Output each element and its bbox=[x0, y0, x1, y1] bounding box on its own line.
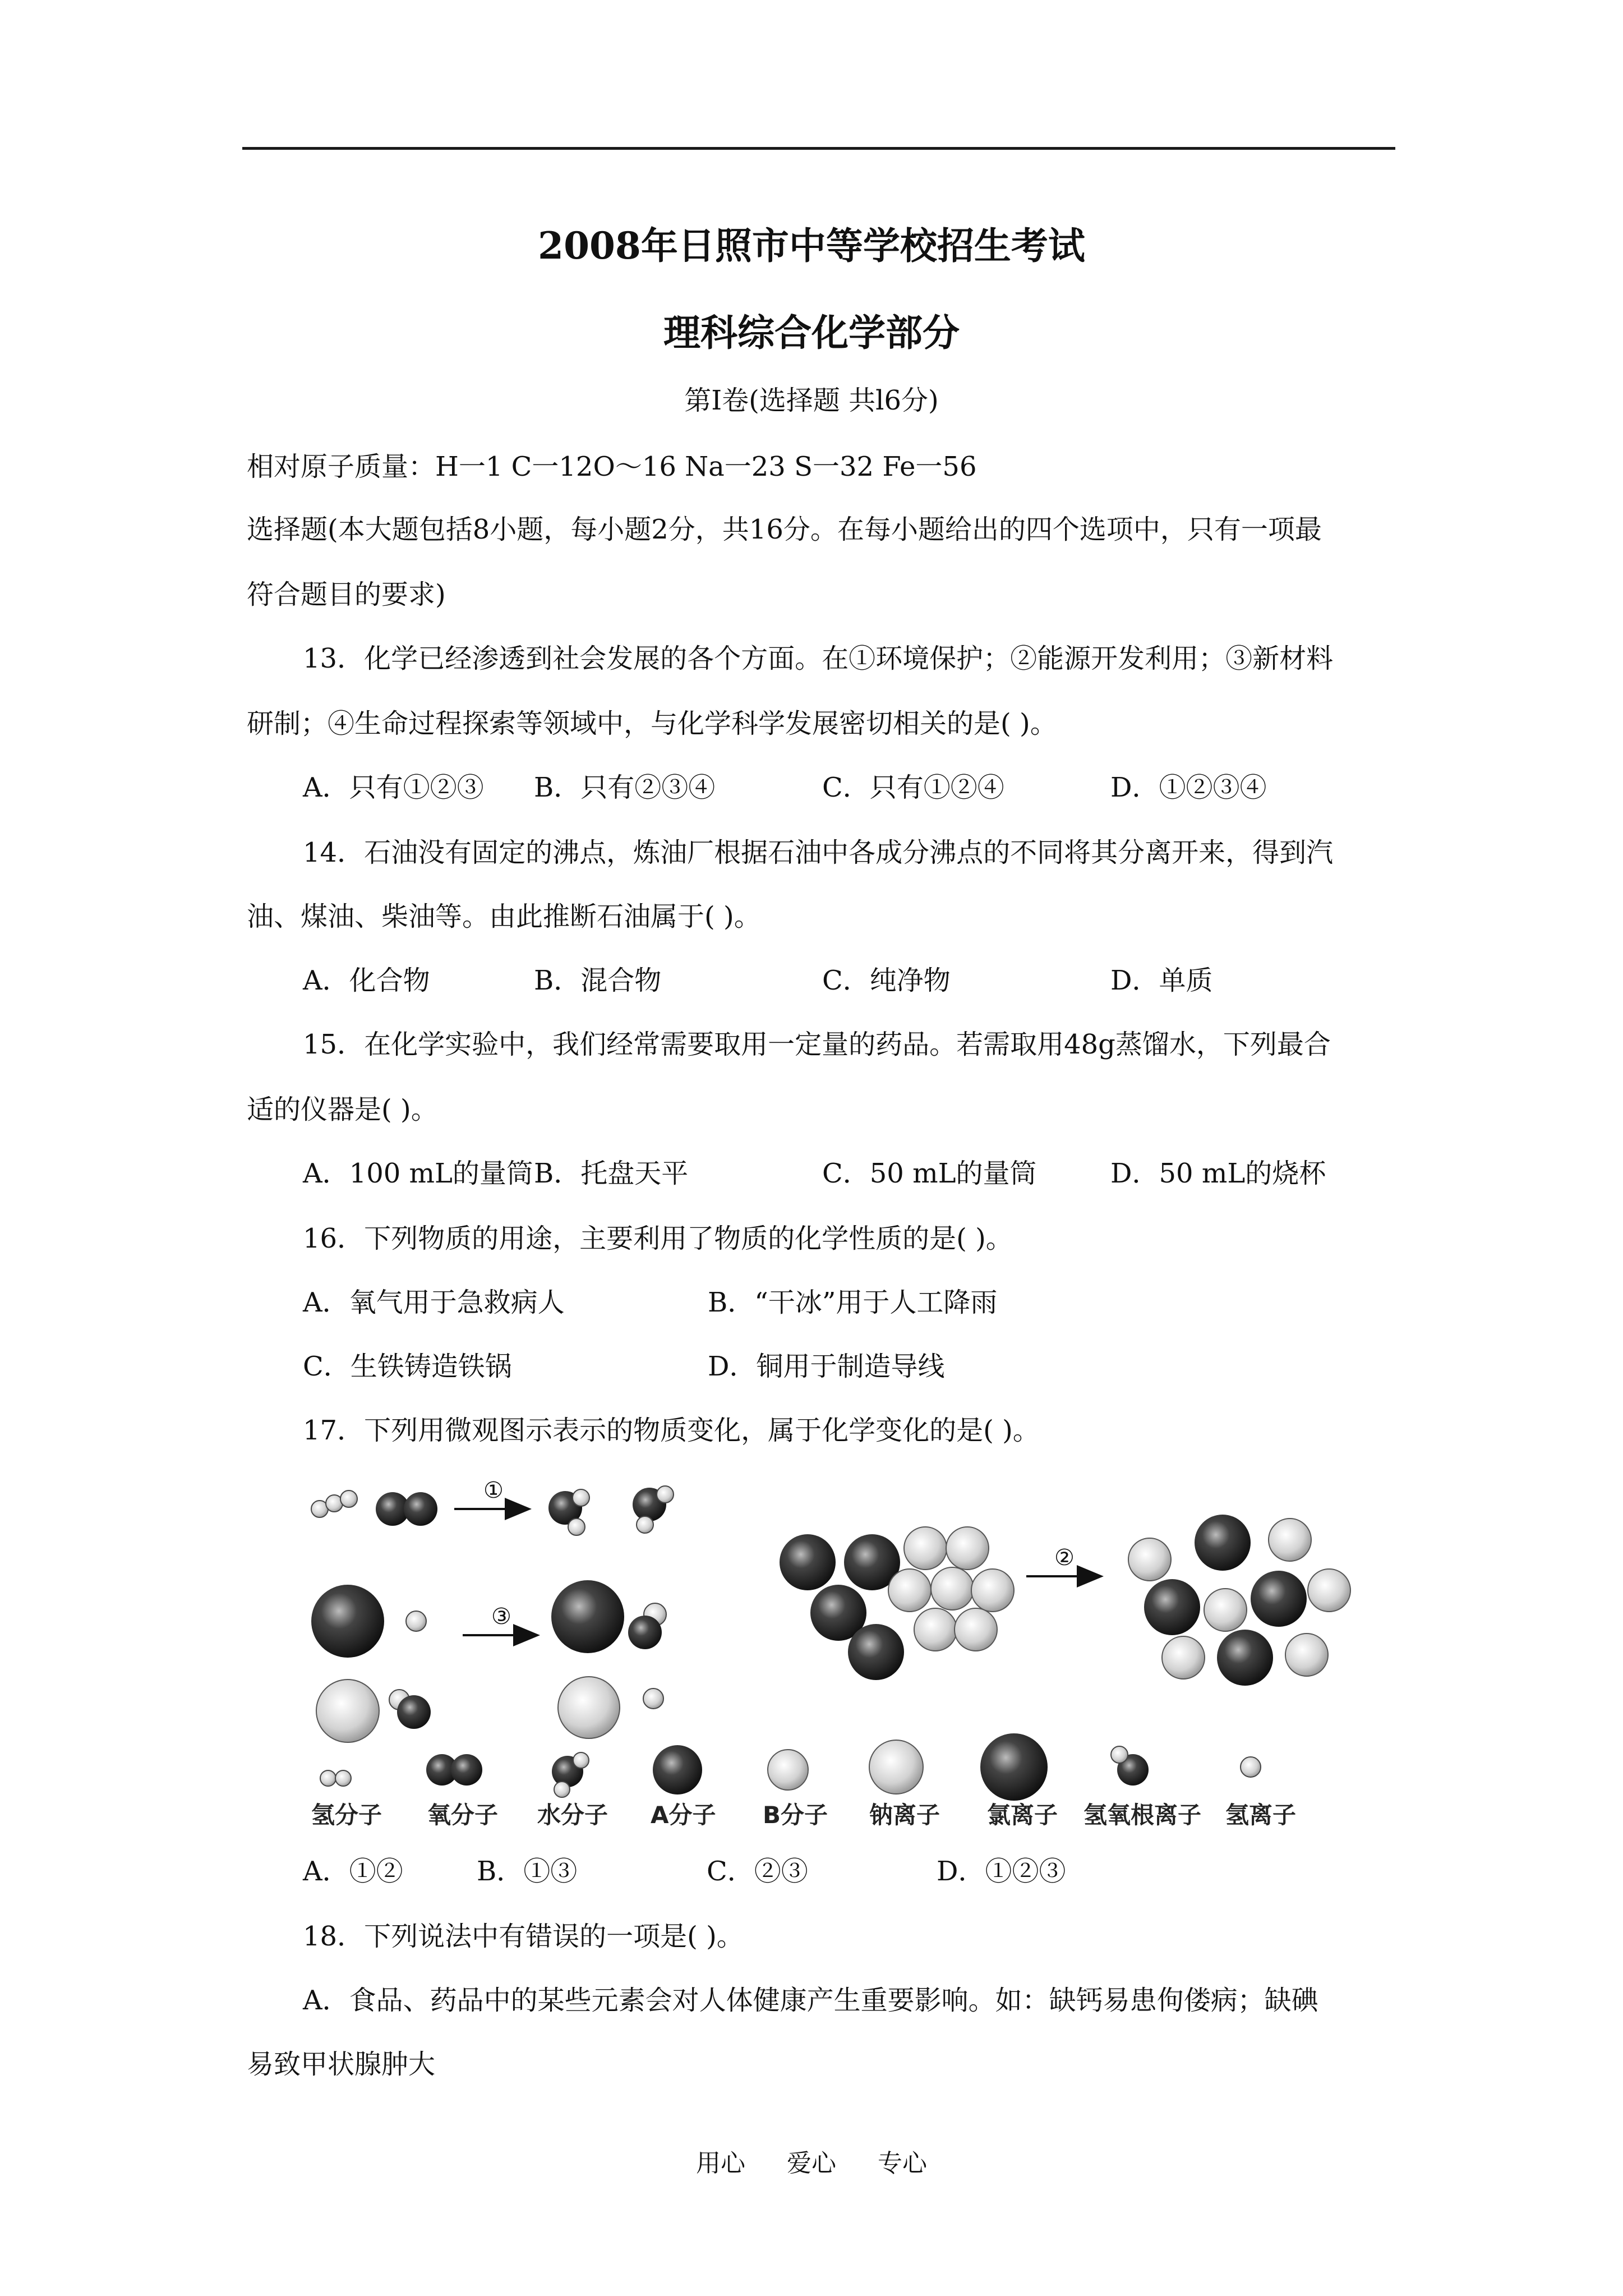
exam-subtitle: 理科综合化学部分 bbox=[663, 311, 960, 355]
legend-sodium-ion: 钠离子 bbox=[869, 1801, 940, 1829]
q13-option-b: B．只有②③④ bbox=[534, 772, 716, 803]
footer-word-2: 爱心 bbox=[787, 2149, 836, 2178]
step-label-3: ③ bbox=[491, 1604, 511, 1630]
q18-option-a-line-1: A．食品、药品中的某些元素会对人体健康产生重要影响。如：缺钙易患佝偻病；缺碘 bbox=[303, 1985, 1318, 2016]
reaction-1 bbox=[311, 1478, 674, 1535]
q17-option-c: C．②③ bbox=[707, 1856, 808, 1887]
q14-option-b: B．混合物 bbox=[534, 965, 662, 996]
q17-option-a: A．①② bbox=[303, 1856, 403, 1887]
footer-word-1: 用心 bbox=[696, 2149, 745, 2178]
q16-option-a: A．氧气用于急救病人 bbox=[303, 1287, 565, 1318]
volume-heading: 第Ⅰ卷(选择题 共l6分) bbox=[684, 385, 939, 416]
q17-option-d: D．①②③ bbox=[937, 1856, 1066, 1887]
q14-option-c: C．纯净物 bbox=[822, 965, 951, 996]
q16-option-d: D．铜用于制造导线 bbox=[708, 1351, 945, 1382]
q15-option-c: C．50 mL的量筒 bbox=[822, 1158, 1037, 1189]
header-rule bbox=[242, 147, 1395, 150]
atomic-masses: 相对原子质量：H一1 C一12O～16 Na一23 S一32 Fe一56 bbox=[247, 451, 977, 482]
q15-stem-line-1: 15．在化学实验中，我们经常需要取用一定量的药品。若需取用48g蒸馏水，下列最合 bbox=[303, 1029, 1331, 1060]
micro-diagram bbox=[303, 1464, 1357, 1846]
footer-word-3: 专心 bbox=[878, 2149, 927, 2178]
q13-stem-line-1: 13．化学已经渗透到社会发展的各个方面。在①环境保护；②能源开发利用；③新材料 bbox=[303, 643, 1334, 674]
step-label-1: ① bbox=[483, 1478, 504, 1503]
q15-option-b: B．托盘天平 bbox=[534, 1158, 689, 1189]
q14-option-a: A．化合物 bbox=[303, 965, 430, 996]
q16-stem: 16．下列物质的用途，主要利用了物质的化学性质的是( )。 bbox=[303, 1223, 1013, 1254]
q15-option-d: D．50 mL的烧杯 bbox=[1110, 1158, 1326, 1189]
legend-chloride-ion: 氯离子 bbox=[987, 1801, 1058, 1829]
q14-stem-line-2: 油、煤油、柴油等。由此推断石油属于( )。 bbox=[247, 901, 761, 932]
q16-option-c: C．生铁铸造铁锅 bbox=[303, 1351, 512, 1382]
q13-option-a: A．只有①②③ bbox=[303, 772, 484, 803]
q18-stem: 18．下列说法中有错误的一项是( )。 bbox=[303, 1921, 744, 1952]
legend bbox=[311, 1733, 1296, 1829]
q13-stem-line-2: 研制；④生命过程探索等领域中，与化学科学发展密切相关的是( )。 bbox=[247, 708, 1057, 739]
q16-option-b: B．“干冰”用于人工降雨 bbox=[708, 1287, 998, 1318]
legend-b-molecule: B分子 bbox=[763, 1801, 828, 1829]
legend-hydrogen-molecule: 氢分子 bbox=[311, 1801, 382, 1829]
legend-hydroxide-ion: 氢氧根离子 bbox=[1083, 1801, 1202, 1829]
legend-water-molecule: 水分子 bbox=[537, 1801, 608, 1829]
step-label-2: ② bbox=[1054, 1545, 1075, 1571]
q17-stem: 17．下列用微观图示表示的物质变化，属于化学变化的是( )。 bbox=[303, 1415, 1040, 1446]
legend-oxygen-molecule: 氧分子 bbox=[427, 1801, 499, 1829]
q13-option-d: D．①②③④ bbox=[1110, 772, 1267, 803]
instructions-line-2: 符合题目的要求) bbox=[247, 579, 446, 610]
page-footer bbox=[0, 2143, 1623, 2179]
q18-option-a-line-2: 易致甲状腺肿大 bbox=[247, 2049, 436, 2080]
q15-option-a: A．100 mL的量筒 bbox=[303, 1158, 533, 1189]
q13-option-c: C．只有①②④ bbox=[822, 772, 1004, 803]
legend-hydrogen-ion: 氢离子 bbox=[1225, 1801, 1297, 1829]
q14-option-d: D．单质 bbox=[1110, 965, 1213, 996]
q17-option-b: B．①③ bbox=[477, 1856, 578, 1887]
instructions-line-1: 选择题(本大题包括8小题，每小题2分，共16分。在每小题给出的四个选项中，只有一项最 bbox=[247, 514, 1322, 545]
q14-stem-line-1: 14．石油没有固定的沸点，炼油厂根据石油中各成分沸点的不同将其分离开来，得到汽 bbox=[303, 837, 1334, 868]
exam-title: 2008年日照市中等学校招生考试 bbox=[538, 224, 1085, 268]
reaction-3 bbox=[311, 1580, 666, 1742]
q17-figure bbox=[303, 1464, 1357, 1846]
legend-a-molecule: A分子 bbox=[651, 1801, 716, 1829]
reaction-2 bbox=[780, 1515, 1350, 1686]
q15-stem-line-2: 适的仪器是( )。 bbox=[247, 1094, 438, 1125]
